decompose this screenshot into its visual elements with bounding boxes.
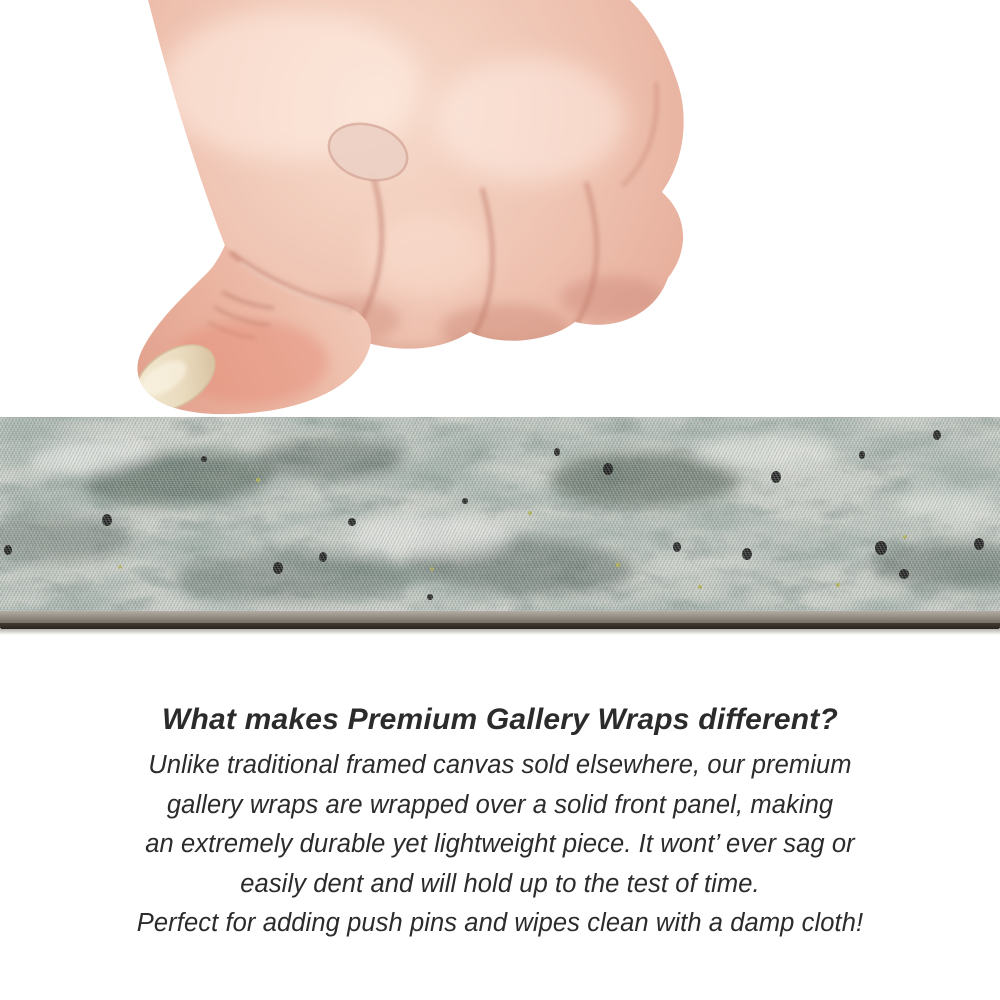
canvas-edge-photo (0, 417, 1000, 635)
headline: What makes Premium Gallery Wraps different? (161, 703, 839, 736)
canvas-weave-overlay (0, 417, 1000, 611)
hand-photo (0, 0, 1000, 420)
body-line-1: Unlike traditional framed canvas sold elsewhere, our premium (148, 751, 852, 779)
panel-edge-shadow (0, 629, 1000, 635)
body-line-2: gallery wraps are wrapped over a solid front panel, making (166, 790, 834, 819)
body-line-3: an extremely durable yet lightweight piece. It wont’ ever sag or (145, 830, 855, 858)
body-line-4: easily dent and will hold up to the test of time. (240, 869, 760, 898)
canvas-fold-edge (0, 611, 1000, 623)
marketing-copy (0, 700, 1000, 944)
body-line-5: Perfect for adding push pins and wipes clean with a damp cloth! (136, 909, 864, 937)
